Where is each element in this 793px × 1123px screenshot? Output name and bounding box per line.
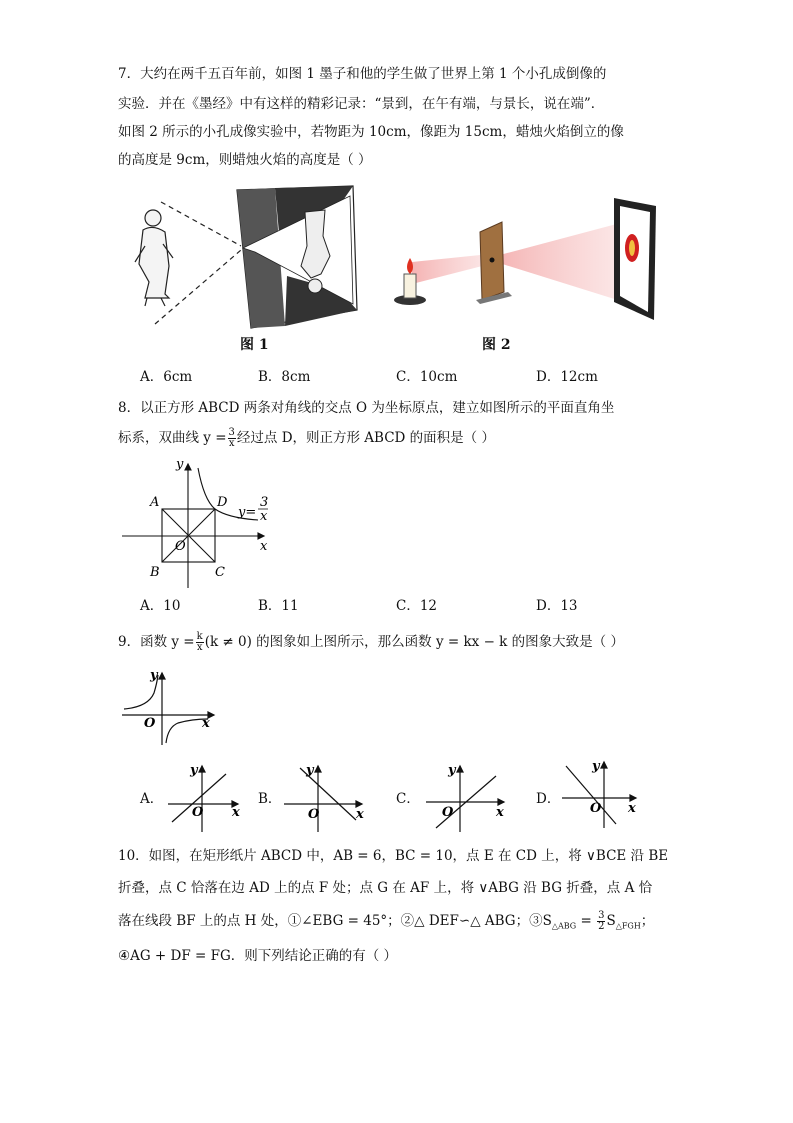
q9-graph-c[interactable] — [424, 762, 514, 834]
q9-d-x: x — [628, 801, 636, 816]
q8-curve-label: y= — [238, 505, 257, 520]
q9-option-b[interactable]: B． — [258, 791, 282, 807]
q7-option-a[interactable]: A．6cm — [140, 369, 193, 385]
q9-c-x: x — [496, 805, 504, 820]
q9-c-y: y — [448, 763, 456, 778]
screen-wall — [237, 186, 357, 328]
q9-b-x: x — [356, 807, 364, 822]
q9-fraction — [196, 632, 204, 653]
q10-fraction — [597, 911, 605, 932]
q8-label-b: B — [150, 565, 160, 580]
q8-option-c[interactable]: C．12 — [396, 598, 438, 614]
q8-line-1: 8．以正方形 ABCD 两条对角线的交点 O 为坐标原点，建立如图所示的平面直角坐 — [118, 400, 615, 416]
q9-frac-num: k — [196, 631, 203, 642]
q10-sub-abg: △ABG — [551, 921, 577, 931]
image-screen — [614, 198, 656, 320]
q7-option-c[interactable]: C．10cm — [396, 369, 458, 385]
q7-line-1: 7．大约在两千五百年前，如图 1 墨子和他的学生做了世界上第 1 个小孔成倒像的 — [118, 66, 607, 82]
q9-line-mid: (k ≠ 0) 的图象如上图所示，那么函数 y = kx − k 的图象大致是（ ） — [204, 634, 624, 650]
q7-options — [140, 367, 660, 387]
q8-label-a: A — [150, 495, 160, 510]
q8-line-2-post: 经过点 D，则正方形 ABCD 的面积是（ ） — [236, 430, 495, 446]
q8-option-b[interactable]: B．11 — [258, 598, 299, 614]
q7-option-d[interactable]: D．12cm — [536, 369, 598, 385]
q9-graph-d[interactable] — [560, 758, 650, 830]
q9-b-y: y — [306, 763, 314, 778]
q10-line-1: 10．如图，在矩形纸片 ABCD 中，AB = 6，BC = 10，点 E 在 CD 上，将 ∨BCE 沿 BE — [118, 848, 669, 864]
q8-options — [140, 596, 660, 616]
q10-line-4: ④AG + DF = FG．则下列结论正确的有（ ） — [118, 948, 398, 964]
q10-frac-den: 2 — [598, 921, 605, 932]
q8-frac-num: 3 — [228, 427, 235, 438]
q9-d-o: O — [590, 801, 602, 816]
figure-2-candle-experiment — [392, 192, 662, 322]
q9-option-d[interactable]: D． — [536, 791, 561, 807]
q9-graph-a[interactable] — [166, 762, 246, 834]
q8-option-d[interactable]: D．13 — [536, 598, 578, 614]
q9-a-o: O — [192, 805, 204, 820]
q7-line-3: 如图 2 所示的小孔成像实验中，若物距为 10cm，像距为 15cm，蜡烛火焰倒立的像 — [118, 124, 624, 140]
q9-o-label: O — [144, 716, 156, 731]
q8-fraction — [228, 428, 236, 449]
q10-line-3-end: ； — [640, 913, 655, 929]
q9-a-y: y — [190, 763, 198, 778]
q8-line-2-pre: 标系，双曲线 y = — [118, 430, 227, 446]
q8-label-d: D — [217, 495, 228, 510]
q8-x-axis-label: x — [260, 539, 268, 554]
q8-y-axis-label: y — [176, 457, 184, 472]
figure-1-pinhole-illustration — [125, 186, 365, 331]
q8-curve-den: x — [260, 509, 268, 524]
q9-graph-b[interactable] — [282, 762, 372, 834]
q7-line-4: 的高度是 9cm，则蜡烛火焰的高度是（ ） — [118, 152, 372, 168]
q9-option-c[interactable]: C． — [396, 791, 420, 807]
q9-option-a[interactable]: A． — [140, 791, 164, 807]
q9-hyperbola-figure — [122, 667, 222, 747]
q10-line-2: 折叠，点 C 恰落在边 AD 上的点 F 处；点 G 在 AF 上，将 ∨ABG 沿 BG 折叠，点 A 恰 — [118, 880, 653, 896]
figure-1-caption: 图 1 — [240, 337, 269, 353]
q8-label-c: C — [215, 565, 225, 580]
q10-line-3-pre: 落在线段 BF 上的点 H 处，①∠EBG = 45°；②△ DEF∽△ ABG；③S — [118, 913, 552, 929]
q9-frac-den: x — [196, 642, 203, 653]
q10-frac-num: 3 — [598, 910, 605, 921]
q9-y-label: y — [150, 668, 158, 683]
q9-line-pre: 9．函数 y = — [118, 634, 195, 650]
q8-label-o: O — [175, 539, 186, 554]
q9-a-x: x — [232, 805, 240, 820]
q8-line-2 — [118, 428, 495, 449]
q8-square-hyperbola-figure — [118, 456, 278, 596]
q9-b-o: O — [308, 807, 320, 822]
person-illustration — [135, 210, 173, 306]
q9-d-y: y — [592, 759, 600, 774]
figure-2-caption: 图 2 — [482, 337, 511, 353]
q7-line-2: 实验．并在《墨经》中有这样的精彩记录：“景到，在午有端，与景长，说在端”． — [118, 96, 605, 112]
q9-x-label: x — [202, 716, 210, 731]
q9-line — [118, 632, 624, 653]
q8-option-a[interactable]: A．10 — [140, 598, 181, 614]
q10-line-3-s: S — [606, 913, 616, 929]
q7-option-b[interactable]: B．8cm — [258, 369, 311, 385]
q10-line-3 — [118, 911, 654, 937]
q10-line-3-eq: = — [576, 913, 597, 929]
q10-sub-fgh: △FGH — [615, 921, 641, 931]
q8-frac-den: x — [228, 438, 235, 449]
q9-c-o: O — [442, 805, 454, 820]
q8-curve-num: 3 — [260, 495, 269, 510]
